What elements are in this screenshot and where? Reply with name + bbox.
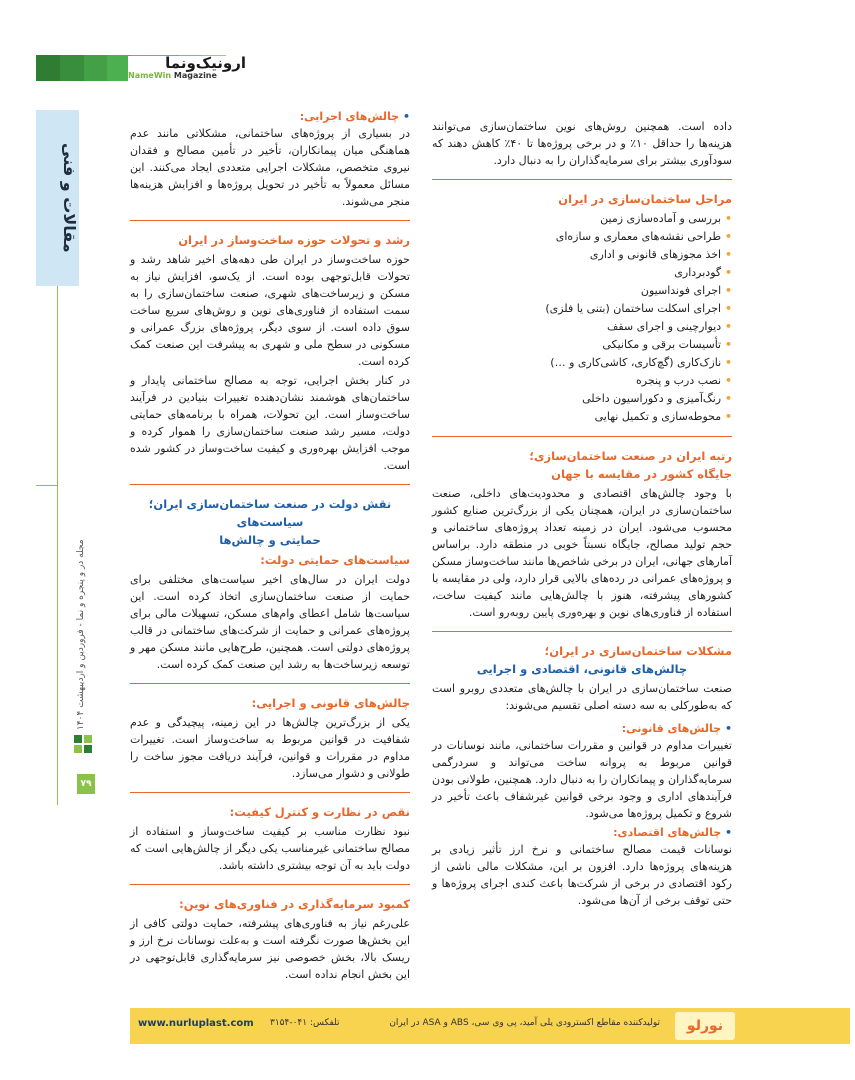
problems-title-2: چالش‌های قانونی، اقتصادی و اجرایی [476,662,688,676]
window-grid-icon [74,735,96,761]
econ-body: نوسانات قیمت مصالح ساختمانی و نرخ ارز تأثیر زیادی بر هزینه‌های پروژه‌ها دارد. افزون بر این، مشکلات مالی ناشی از رکود اقتصادی در برخی از شرکت‌ها باعث کندی اجرای پروژه‌ها و حتی توقف برخی از آن‌ها می‌شود. [432,843,732,907]
list-item: • اخذ مجوزهای قانونی و اداری [432,246,732,264]
bar-segment [60,55,84,81]
list-item: • دیوارچینی و اجرای سقف [432,318,732,336]
side-rule-top [57,286,58,486]
side-rule-bottom [57,485,58,805]
support-body: دولت ایران در سال‌های اخیر سیاست‌های مختلفی برای حمایت از صنعت ساختمان‌سازی اتخاذ کرده است. این سیاست‌ها شامل اعطای وام‌های مسکن، تسهیلات مالی برای پروژه‌های عمرانی و حمایت از شرکت‌های ساختمانی در قالب پروژه‌های دولتی است. همچنین، طرح‌هایی مانند مسکن مهر و توسعه زیرساخت‌ها به رشد این صنعت کمک کرده است. [130,573,410,671]
section-tab [36,110,79,286]
logo-en [128,71,246,81]
growth-body-1: حوزه ساخت‌وساز در ایران طی دهه‌های اخیر شاهد رشد و تحولات قابل‌توجهی بوده است. از یک‌سو، افزایش نیاز به مسکن و زیرساخت‌های شهری، صنعت ساختمان‌سازی را به سمت استفاده از فناوری‌های نوین و روش‌های سریع ساخت سوق داده است. از سوی دیگر، پروژه‌های بزرگ عمرانی و مسکونی در سطح ملی و شهری به پیشرفت این صنعت کمک کرده است. [130,253,410,368]
exec-head: • چالش‌های اجرایی: [130,108,410,125]
growth-section [130,220,410,474]
list-item: • گودبرداری [432,264,732,282]
exec-body: در بسیاری از پروژه‌های ساختمانی، مشکلاتی مانند عدم هماهنگی میان پیمانکاران، تأخیر در تأمین مصالح و فقدان نیروی متخصص، مشکلات اجرایی متعددی ایجاد می‌کنند. این مسائل معمولاً به تأخیر در تحویل پروژه‌ها و افزایش هزینه‌ها منجر می‌شوند. [130,127,410,208]
quality-section [130,792,410,874]
footer-brand-logo: نورلو [675,1012,735,1040]
left-column [130,108,410,985]
problems-title-1: مشکلات ساختمان‌سازی در ایران؛ [544,644,732,658]
footer-url-link[interactable]: www.nurluplast.com [138,1018,254,1029]
stages-section [432,179,732,426]
lawexec-section [130,683,410,782]
page-number: ۷۹ [77,774,95,794]
list-item: • تأسیسات برقی و مکانیکی [432,336,732,354]
stages-title: مراحل ساختمان‌سازی در ایران [558,192,732,206]
list-item: • اجرای فونداسیون [432,282,732,300]
problems-section [432,631,732,909]
list-item: • اجرای اسکلت ساختمان (بتنی یا فلزی) [432,300,732,318]
list-item: • بررسی و آماده‌سازی زمین [432,210,732,228]
gov-title-2: حمایتی و چالش‌ها [219,533,321,547]
logo-en-b: Magazine [173,71,217,80]
growth-title: رشد و تحولات حوزه ساخت‌وساز در ایران [178,233,410,247]
problems-body: صنعت ساختمان‌سازی در ایران با چالش‌های متعددی روبرو است که به‌طورکلی به سه دسته اصلی تقسیم می‌شوند: [432,682,732,712]
magazine-issue-info: مجله در و پنجره و نما - فروردین و اردیبهشت ۱۴۰۴ [76,539,86,730]
growth-body-2: در کنار بخش اجرایی، توجه به مصالح ساختمانی پایدار و ساختمان‌های هوشمند نشان‌دهنده تغییرات بنیادین در فرآیند ساخت‌وساز است. این تحولات، همراه با برنامه‌های حمایتی دولت، مسیر رشد صنعت ساختمان‌سازی را هموار کرده و موجب افزایش بهره‌وری و کیفیت ساخت‌وساز در کشور شده است. [130,374,410,472]
econ-head: • چالش‌های اقتصادی: [432,824,732,841]
legal-head: • چالش‌های قانونی: [432,720,732,737]
invest-section [130,884,410,983]
quality-head: نقص در نظارت و کنترل کیفیت: [229,805,410,819]
side-rule-horizontal [36,485,58,486]
gov-title-1: نقش دولت در صنعت ساختمان‌سازی ایران؛ سیاست‌های [148,497,392,529]
logo-en-a: NameWin [128,71,172,80]
right-column [432,118,732,911]
bar-segment [36,55,60,81]
list-item: • طراحی نقشه‌های معماری و سازه‌ای [432,228,732,246]
rank-title-1: رتبه ایران در صنعت ساختمان‌سازی؛ [529,449,732,463]
quality-body: نبود نظارت مناسب بر کیفیت ساخت‌وساز و استفاده از مصالح ساختمانی غیرمناسب یکی دیگر از چالش‌هایی است که دولت باید به آن توجه بیشتری داشته باشد. [130,825,410,872]
rank-body: با وجود چالش‌های اقتصادی و محدودیت‌های داخلی، صنعت ساختمان‌سازی در ایران، همچنان یکی از بزرگ‌ترین صنایع کشور محسوب می‌شود. ایران در زمینه تعداد پروژه‌های ساختمانی و حجم تولید مصالح، جایگاه نسبتاً خوبی در منطقه دارد. براساس آمارهای جهانی، ایران در برخی شاخص‌ها مانند ساخت‌وساز مسکن و پروژه‌های عمرانی در رده‌های بالایی قرار دارد، ولی در مقایسه با کشورهای پیشرفته، هنوز با چالش‌هایی مانند کیفیت ساخت، استفاده از فناوری‌های نوین و بهره‌وری پایین روبه‌رو است. [432,487,732,619]
list-item: • رنگ‌آمیزی و دکوراسیون داخلی [432,390,732,408]
stages-list [432,210,732,426]
support-head: سیاست‌های حمایتی دولت: [260,553,410,567]
logo-text: ارونیک‌ونما [165,54,246,72]
list-item: • نصب درب و پنجره [432,372,732,390]
rank-title-2: جایگاه کشور در مقایسه با جهان [551,467,732,481]
footer-description: تولیدکننده مقاطع اکسترودی یلی آمید، پی وی سی، ABS و ASA در ایران [389,1018,660,1028]
section-tab-label: مقالات و فنی [60,143,79,253]
lawexec-body: یکی از بزرگ‌ترین چالش‌ها در این زمینه، پیچیدگی و عدم شفافیت در قوانین مربوط به ساخت‌وساز است. تغییرات مداوم در مقررات و قوانین، فرآیند دریافت مجوز ساخت را طولانی و دشوار می‌سازد. [130,716,410,780]
invest-body: علی‌رغم نیاز به فناوری‌های پیشرفته، حمایت دولتی کافی از این بخش‌ها صورت نگرفته است و به‌علت نوسانات نرخ ارز و ریسک بالا، بخش خصوصی نیز سرمایه‌گذاری قابل‌توجهی در این بخش انجام نداده است. [130,917,410,981]
footer-tel: تلفکس: ۰۴۱-۳۱۵۴ [270,1018,340,1028]
invest-head: کمبود سرمایه‌گذاری در فناوری‌های نوین: [179,897,410,911]
gov-section [130,484,410,673]
rank-section [432,436,732,621]
list-item: • محوطه‌سازی و تکمیل نهایی [432,408,732,426]
intro-paragraph: داده است. همچنین روش‌های نوین ساختمان‌سازی می‌توانند هزینه‌ها را حداقل ۱۰٪ و در برخی پروژه‌ها تا ۴۰٪ کاهش دهند که سودآوری بیشتر برای سرمایه‌گذاران را به دنبال دارد. [432,120,732,167]
footer-ad [130,1008,850,1044]
legal-body: تغییرات مداوم در قوانین و مقررات ساختمانی، مانند نوسانات در قوانین مربوط به پروانه ساخت می‌تواند و سردرگمی سرمایه‌گذاران و پیمانکاران را به دنبال دارد. همچنین، طولانی بودن فرآیندهای اداری و وجود برخی قوانین غیرشفاف باعث تأخیر در شروع و تکمیل پروژه‌ها می‌شود. [432,739,732,820]
list-item: • نازک‌کاری (گچ‌کاری، کاشی‌کاری و …) [432,354,732,372]
magazine-logo [128,56,246,82]
lawexec-head: چالش‌های قانونی و اجرایی: [251,696,410,710]
bar-segment [84,55,108,81]
